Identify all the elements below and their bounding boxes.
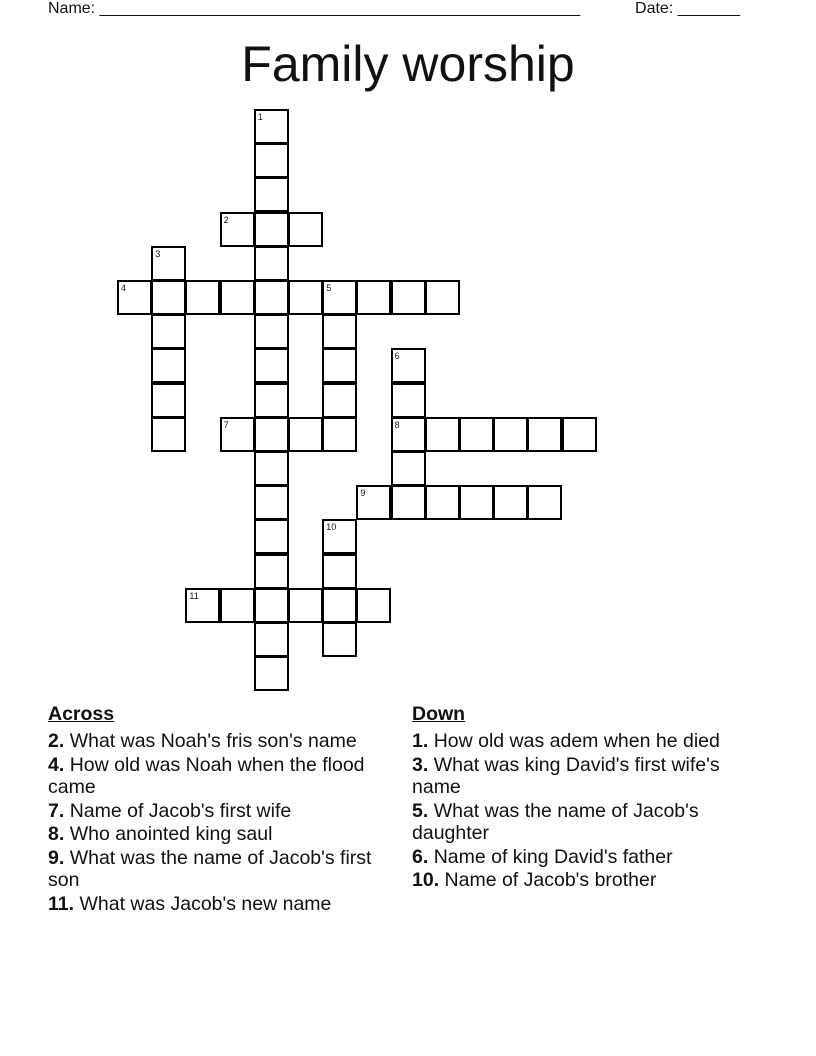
clue-down-1: 1. How old was adem when he died [412,730,720,752]
grid-cell[interactable] [391,451,426,486]
grid-cell[interactable] [254,622,289,657]
grid-cell[interactable] [254,143,289,178]
clue-number: 9 [360,488,366,499]
clue-down-10: 10. Name of Jacob's brother [412,869,657,891]
grid-cell[interactable] [254,246,289,281]
grid-cell[interactable] [254,519,289,554]
date-field-label: Date: _______ [635,0,740,17]
grid-cell[interactable] [254,485,289,520]
grid-cell[interactable] [322,348,357,383]
clue-across-7: 7. Name of Jacob's first wife [48,799,292,822]
grid-cell[interactable] [254,554,289,589]
grid-cell[interactable] [185,588,220,623]
grid-cell[interactable] [391,348,426,383]
grid-cell[interactable] [288,417,323,452]
clue-across-11: 11. What was Jacob's new name [48,892,332,915]
grid-cell[interactable] [254,588,289,623]
grid-cell[interactable] [151,246,186,281]
grid-cell[interactable] [356,280,391,315]
grid-cell[interactable] [322,519,357,554]
grid-cell[interactable] [391,383,426,418]
grid-cell[interactable] [322,622,357,657]
clue-across-8: 8. Who anointed king saul [48,823,273,845]
clue-down-3: 3. What was king David's first wife's name [412,753,720,798]
grid-cell[interactable] [493,485,528,520]
grid-cell[interactable] [220,588,255,623]
grid-cell[interactable] [527,417,562,452]
grid-cell[interactable] [151,280,186,315]
grid-cell[interactable] [254,280,289,315]
clue-number: 2 [223,214,229,225]
clue-across-9: 9. What was the name of Jacob's first son [48,846,372,891]
grid-cell[interactable] [322,314,357,349]
grid-cell[interactable] [322,588,357,623]
clue-across-4: 4. How old was Noah when the flood came [48,753,365,798]
grid-cell[interactable] [220,212,255,247]
grid-cell[interactable] [151,383,186,418]
grid-cell[interactable] [151,417,186,452]
grid-cell[interactable] [322,417,357,452]
grid-cell[interactable] [185,280,220,315]
grid-cell[interactable] [391,485,426,520]
grid-cell[interactable] [322,383,357,418]
grid-cell[interactable] [254,417,289,452]
clue-number: 11 [189,590,199,601]
grid-cell[interactable] [117,280,152,315]
grid-cell[interactable] [459,485,494,520]
grid-cell[interactable] [527,485,562,520]
down-clues [412,702,762,893]
grid-cell[interactable] [425,485,460,520]
grid-cell[interactable] [254,451,289,486]
page-title: Family worship [241,36,575,92]
clue-number: 1 [257,112,263,122]
grid-cell[interactable] [459,417,494,452]
clue-number: 3 [155,248,161,259]
clue-number: 10 [326,522,337,533]
grid-cell[interactable] [562,417,597,452]
clue-number: 8 [394,419,400,430]
grid-cell[interactable] [254,109,289,144]
grid-cell[interactable] [220,280,255,315]
down-heading: Down [412,703,466,725]
grid-cell[interactable] [151,314,186,349]
grid-cell[interactable] [220,417,255,452]
clue-number: 6 [394,351,400,362]
clue-down-5: 5. What was the name of Jacob's daughter [412,799,699,844]
clue-number: 4 [121,283,127,293]
clue-number: 7 [223,419,229,430]
clue-down-6: 6. Name of king David's father [412,845,673,868]
grid-cell[interactable] [322,554,357,589]
grid-cell[interactable] [425,417,460,452]
grid-cell[interactable] [254,383,289,418]
clue-number: 5 [326,283,332,293]
name-field-label: Name: ______________________________________________________ [48,0,581,17]
grid-cell[interactable] [356,588,391,623]
across-clues [48,702,398,916]
across-heading: Across [48,703,115,725]
grid-cell[interactable] [322,280,357,315]
grid-cell[interactable] [254,348,289,383]
grid-cell[interactable] [391,280,426,315]
grid-cell[interactable] [356,485,391,520]
grid-cell[interactable] [254,656,289,691]
grid-cell[interactable] [254,177,289,212]
grid-cell[interactable] [425,280,460,315]
grid-cell[interactable] [254,212,289,247]
grid-cell[interactable] [254,314,289,349]
grid-cell[interactable] [288,212,323,247]
grid-cell[interactable] [493,417,528,452]
grid-cell[interactable] [391,417,426,452]
clue-across-2: 2. What was Noah's fris son's name [48,730,357,752]
grid-cell[interactable] [288,588,323,623]
grid-cell[interactable] [288,280,323,315]
grid-cell[interactable] [151,348,186,383]
